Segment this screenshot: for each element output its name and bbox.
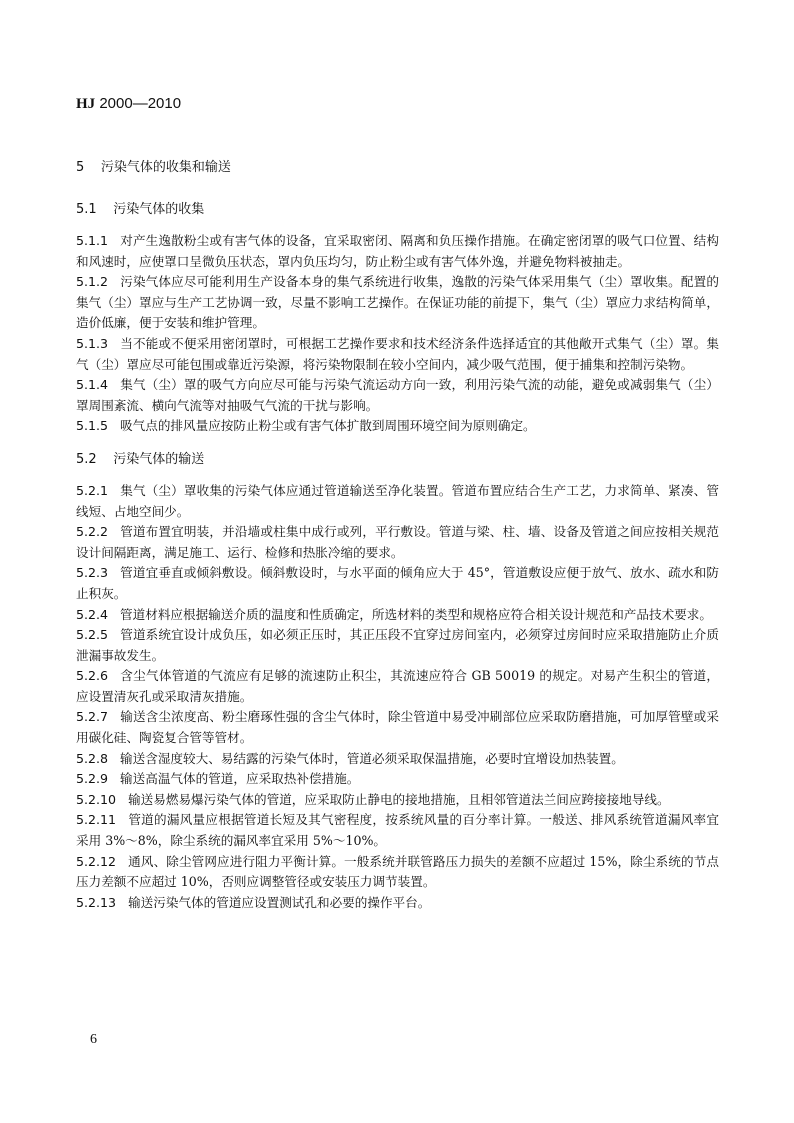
clause-number: 5.2.3 — [76, 565, 109, 581]
clause-number: 5.2.10 — [76, 791, 117, 807]
clause-text: 管道的漏风量应根据管道长短及其气密程度，按系统风量的百分率计算。一般送、排风系统管道漏风率宜采用 3%～8%，除尘系统的漏风率宜采用 5%～10%。 — [76, 812, 719, 849]
section-number: 5 — [76, 160, 85, 175]
subsection-heading-transport — [76, 450, 719, 470]
clause-text: 管道布置宜明装，并沿墙或柱集中成行或列，平行敷设。管道与梁、柱、墙、设备及管道之间应按相关规范设计间隔距离，满足施工、运行、检修和热胀冷缩的要求。 — [76, 524, 719, 560]
clause-text: 含尘气体管道的气流应有足够的流速防止积尘，其流速应符合 GB 50019 的规定。对易产生积尘的管道，应设置清灰孔或采取清灰措施。 — [76, 668, 719, 704]
clause-number: 5.2.8 — [76, 750, 109, 766]
subsection-number: 5.1 — [76, 202, 97, 217]
clause-paragraph — [76, 790, 719, 811]
clause-number: 5.1.1 — [76, 233, 109, 248]
clause-number: 5.2.9 — [76, 771, 109, 787]
clause-number: 5.2.13 — [76, 894, 117, 910]
clause-text: 输送含尘浓度高、粉尘磨琢性强的含尘气体时，除尘管道中易受冲刷部位应采取防磨措施，可加厚管壁或采用碳化硅、陶瓷复合管等管材。 — [76, 709, 719, 746]
clause-paragraph — [76, 605, 719, 626]
clause-text: 通风、除尘管网应进行阻力平衡计算。一般系统并联管路压力损失的差额不应超过 15%，除尘系统的节点压力差额不应超过 10%，否则应调整管径或安装压力调节装置。 — [76, 853, 719, 890]
clause-number: 5.1.2 — [76, 274, 109, 290]
clause-paragraph — [76, 666, 719, 707]
clause-number: 5.1.4 — [76, 377, 109, 393]
document-body — [76, 200, 719, 913]
clause-paragraph — [76, 231, 719, 272]
clause-paragraph — [76, 522, 719, 563]
section-heading — [76, 156, 231, 175]
clause-paragraph — [76, 625, 719, 666]
page-number: 6 — [90, 1032, 97, 1047]
clause-paragraph — [76, 334, 719, 375]
clause-text: 输送高温气体的管道，应采取热补偿措施。 — [120, 771, 360, 787]
clause-text: 集气（尘）罩的吸气方向应尽可能与污染气流运动方向一致，利用污染气流的动能，避免或减弱集气（尘）罩周围紊流、横向气流等对抽吸气气流的干扰与影响。 — [76, 377, 719, 413]
clause-paragraph — [76, 810, 719, 851]
clause-text: 吸气点的排风量应按防止粉尘或有害气体扩散到周围环境空间为原则确定。 — [120, 418, 536, 434]
clause-text: 输送易燃易爆污染气体的管道，应采取防止静电的接地措施，且相邻管道法兰间应跨接接地导线。 — [128, 791, 670, 807]
clause-number: 5.1.3 — [76, 335, 109, 351]
clause-paragraph — [76, 893, 719, 914]
clause-number: 5.2.1 — [76, 482, 109, 498]
section-title: 污染气体的收集和输送 — [100, 160, 231, 175]
clause-paragraph — [76, 749, 719, 770]
clause-paragraph — [76, 769, 719, 790]
clause-number: 5.2.2 — [76, 524, 109, 540]
clause-paragraph — [76, 375, 719, 416]
clause-text: 输送含湿度较大、易结露的污染气体时，管道必须采取保温措施，必要时宜增设加热装置。 — [120, 750, 624, 766]
clause-paragraph — [76, 707, 719, 748]
clause-text: 当不能或不便采用密闭罩时，可根据工艺操作要求和技术经济条件选择适宜的其他敞开式集气（尘）罩。集气（尘）罩应尽可能包围或靠近污染源，将污染物限制在较小空间内，减少吸气范围，便于捕集和控制污染物。 — [76, 335, 719, 372]
clause-text: 管道材料应根据输送介质的温度和性质确定，所选材料的类型和规格应符合相关设计规范和产品技术要求。 — [120, 606, 712, 622]
clause-paragraph — [76, 481, 719, 522]
subsection-heading-collection — [76, 200, 719, 220]
clause-paragraph — [76, 416, 719, 437]
clause-number: 5.2.11 — [76, 812, 117, 828]
clause-number: 5.2.4 — [76, 606, 109, 622]
clause-paragraph — [76, 852, 719, 893]
clause-paragraph — [76, 272, 719, 334]
clause-number: 5.2.12 — [76, 853, 117, 869]
subsection-number: 5.2 — [76, 451, 97, 467]
standard-code: 2000—2010 — [95, 95, 182, 112]
clause-text: 集气（尘）罩收集的污染气体应通过管道输送至净化装置。管道布置应结合生产工艺，力求简单、紧凑、管线短、占地空间少。 — [76, 482, 719, 519]
clause-number: 5.2.6 — [76, 668, 109, 684]
page-header — [76, 94, 181, 113]
subsection-title: 污染气体的输送 — [113, 451, 205, 467]
standard-prefix: HJ — [76, 96, 96, 112]
collection-clauses — [76, 231, 719, 437]
clause-number: 5.2.7 — [76, 709, 109, 725]
clause-text: 对产生逸散粉尘或有害气体的设备，宜采取密闭、隔离和负压操作措施。在确定密闭罩的吸气口位置、结构和风速时，应使罩口呈微负压状态，罩内负压均匀，防止粉尘或有害气体外逸，并避免物料被抽走。 — [76, 233, 719, 269]
clause-paragraph — [76, 563, 719, 604]
subsection-title: 污染气体的收集 — [113, 202, 205, 217]
clause-text: 输送污染气体的管道应设置测试孔和必要的操作平台。 — [128, 894, 431, 910]
clause-text: 管道系统宜设计成负压，如必须正压时，其正压段不宜穿过房间室内，必须穿过房间时应采取措施防止介质泄漏事故发生。 — [76, 627, 719, 663]
clause-number: 5.1.5 — [76, 418, 109, 434]
clause-text: 管道宜垂直或倾斜敷设。倾斜敷设时，与水平面的倾角应大于 45°，管道敷设应便于放气、放水、疏水和防止积灰。 — [76, 565, 719, 601]
clause-text: 污染气体应尽可能利用生产设备本身的集气系统进行收集，逸散的污染气体采用集气（尘）罩收集。配置的集气（尘）罩应与生产工艺协调一致，尽量不影响工艺操作。在保证功能的前提下，集气（尘）罩应力求结构简单，造价低廉，便于安装和维护管理。 — [76, 274, 719, 331]
clause-number: 5.2.5 — [76, 627, 109, 643]
transport-clauses — [76, 481, 719, 913]
